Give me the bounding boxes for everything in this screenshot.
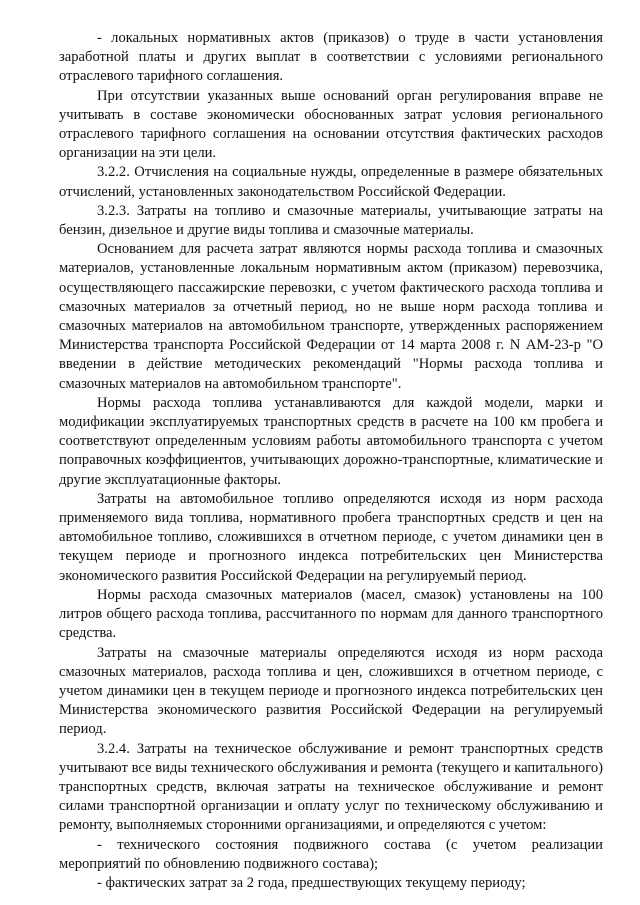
paragraph-fuel-consumption-norms: Нормы расхода топлива устанавливаются для каждой модели, марки и модификации эксплуатируемых транспортных средств в расчете на 100 км пробега и соответствуют определенным условиям работы автомобильного транспорта с учетом поправочных коэффициентов, учитывающих дорожно-транспортные, климатические и другие эксплуатационные факторы.: [59, 394, 603, 488]
document-page: [59, 29, 603, 893]
paragraph-automotive-fuel-costs: Затраты на автомобильное топливо определяются исходя из норм расхода применяемого вида топлива, нормативного пробега транспортных средств и цен на автомобильное топливо, сложившихся в отчетном периоде, с учетом динамики цен в текущем периоде и прогнозного индекса потребительских цен Министерства экономического развития Российской Федерации на регулируемый период.: [59, 490, 603, 584]
paragraph-fuel-norms-basis: Основанием для расчета затрат являются нормы расхода топлива и смазочных материалов, установленные локальным нормативным актом (приказом) перевозчика, осуществляющего пассажирские перевозки, с учетом фактического расхода топлива и смазочных материалов за отчетный период, но не выше норм расхода топлива и смазочных материалов на автомобильном транспорте, утвержденных распоряжением Министерства транспорта Российской Федерации от 14 марта 2008 г. N АМ-23-р "О введении в действие методических рекомендаций "Нормы расхода топлива и смазочных материалов на автомобильном транспорте".: [59, 241, 603, 392]
paragraph-3-2-3-fuel-costs: 3.2.3. Затраты на топливо и смазочные материалы, учитывающие затраты на бензин, дизельное и другие виды топлива и смазочные материалы.: [59, 202, 603, 239]
paragraph-absence-of-grounds: При отсутствии указанных выше оснований орган регулирования вправе не учитывать в составе экономически обоснованных затрат условия регионального отраслевого тарифного соглашения на основании отсутствия фактических расходов организации на эти цели.: [59, 87, 603, 162]
paragraph-lubricant-norms: Нормы расхода смазочных материалов (масел, смазок) установлены на 100 литров общего расхода топлива, рассчитанного по нормам для данного транспортного средства.: [59, 586, 603, 642]
paragraph-lubricant-costs: Затраты на смазочные материалы определяются исходя из норм расхода смазочных материалов, расхода топлива и цен, сложившихся в отчетном периоде, с учетом динамики цен в текущем периоде и прогнозного индекса потребительских цен Министерства экономического развития Российской Федерации на регулируемый период.: [59, 644, 603, 738]
paragraph-3-2-2-social-contributions: 3.2.2. Отчисления на социальные нужды, определенные в размере обязательных отчислений, установленных законодательством Российской Федерации.: [59, 164, 603, 200]
paragraph-actual-costs: - фактических затрат за 2 года, предшествующих текущему периоду;: [97, 874, 526, 891]
paragraph-local-acts: - локальных нормативных актов (приказов) о труде в части установления заработной платы и других выплат в соответствии с условиями регионального отраслевого тарифного соглашения.: [59, 30, 603, 85]
paragraph-technical-condition: - технического состояния подвижного состава (с учетом реализации мероприятий по обновлению подвижного состава);: [59, 836, 603, 872]
paragraph-3-2-4-maintenance-costs: 3.2.4. Затраты на техническое обслуживание и ремонт транспортных средств учитывают все виды технического обслуживания и ремонта (текущего и капитального) транспортных средств, включая затраты на техническое обслуживание и ремонт силами транспортной организации и оплату услуг по техническому обслуживанию и ремонту, выполняемых сторонними организациями, и определяются с учетом:: [59, 740, 603, 834]
